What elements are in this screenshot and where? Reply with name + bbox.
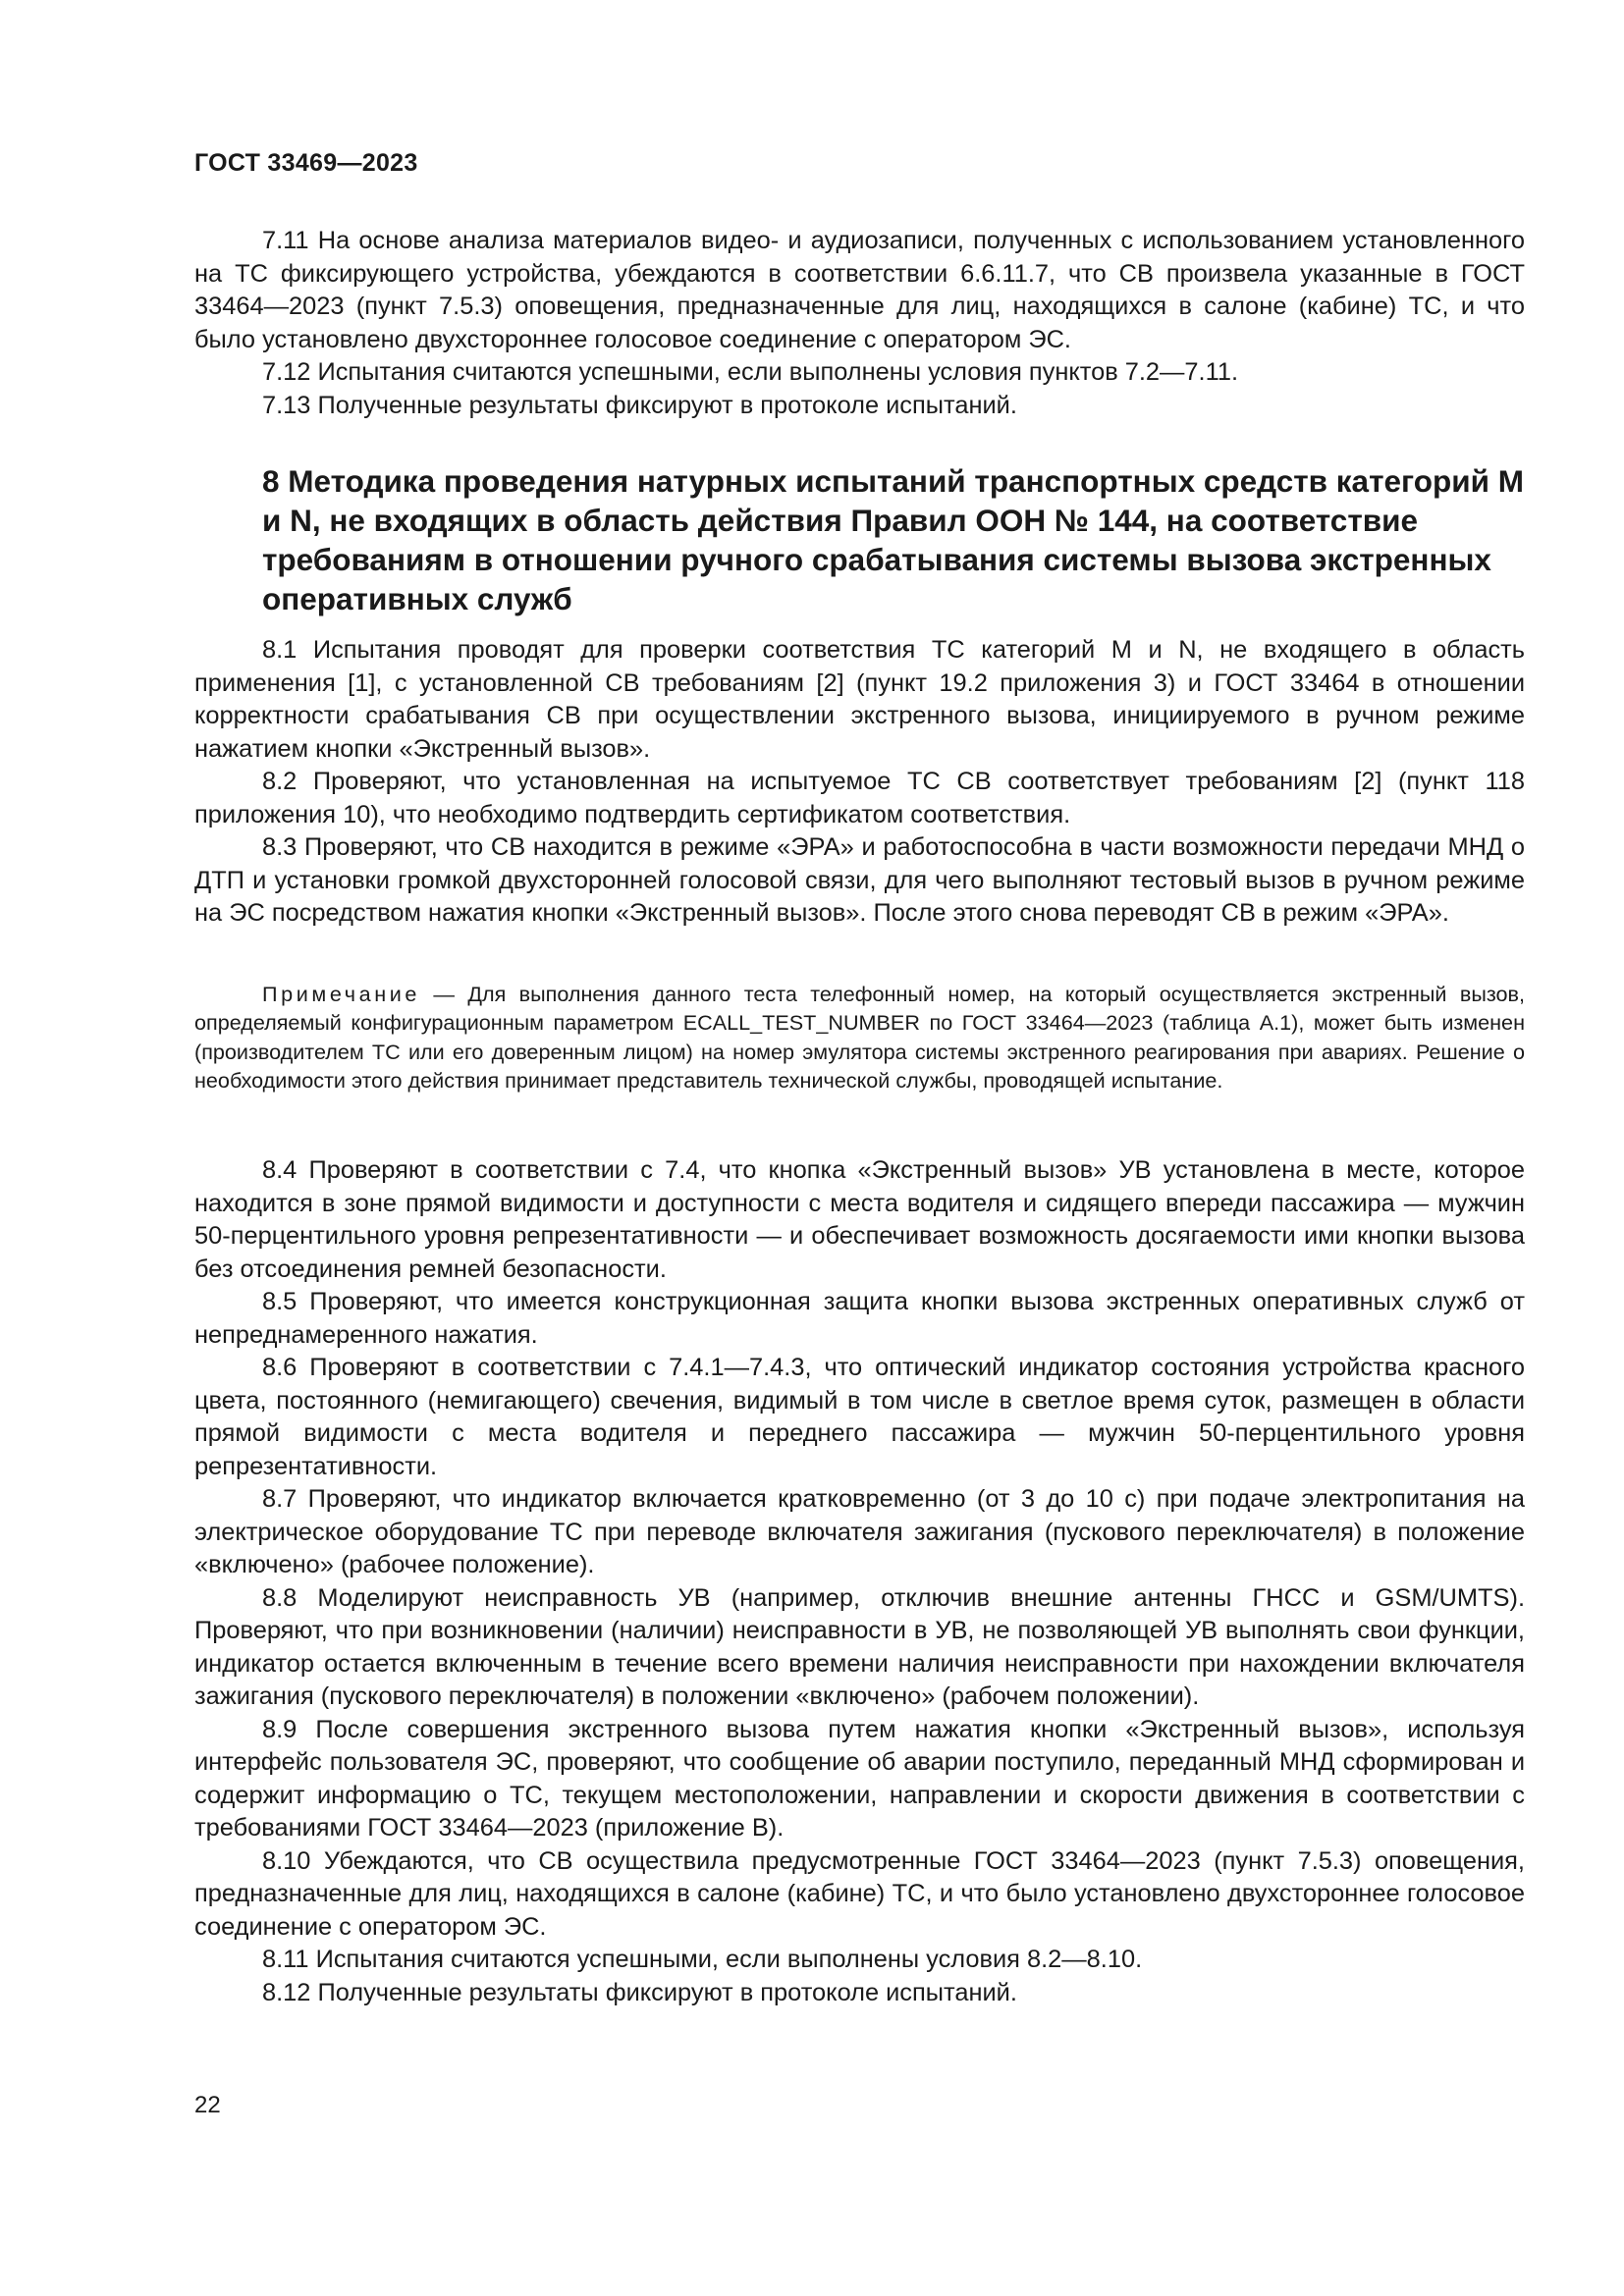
paragraph-7-13: 7.13 Полученные результаты фиксируют в протоколе испытаний. <box>262 391 1017 419</box>
paragraph-8-2: 8.2 Проверяют, что установленная на испытуемое ТС СВ соответствует требованиям [2] (пункт 118 приложения 10), что необходимо подтвердить сертификатом соответствия. <box>194 768 1525 828</box>
paragraph-7-11: 7.11 На основе анализа материалов видео- и аудиозаписи, полученных с использованием установленного на ТС фиксирующего устройства, убеждаются в соответствии 6.6.11.7, что СВ произвела указанные в ГОСТ 33464—2023 (пункт 7.5.3) оповещения, предназначенные для лиц, находящихся в салоне (кабине) ТС, и что было установлено двухстороннее голосовое соединение с оператором ЭС. <box>194 227 1525 353</box>
page-number: 22 <box>194 2092 221 2118</box>
paragraph-8-5: 8.5 Проверяют, что имеется конструкционная защита кнопки вызова экстренных оперативных служб от непреднамеренного нажатия. <box>194 1288 1525 1349</box>
paragraph-8-9: 8.9 После совершения экстренного вызова путем нажатия кнопки «Экстренный вызов», используя интерфейс пользователя ЭС, проверяют, что сообщение об аварии поступило, переданный МНД сформирован и содержит информацию о ТС, текущем местоположении, направлении и скорости движения в соответствии с требованиями ГОСТ 33464—2023 (приложение В). <box>194 1715 1525 1842</box>
paragraph-8-4: 8.4 Проверяют в соответствии с 7.4, что кнопка «Экстренный вызов» УВ установлена в месте, которое находится в зоне прямой видимости и доступности с места водителя и сидящего впереди пассажира — мужчин 50-перцентильного уровня репрезентативности — и обеспечивает возможность досягаемости ими кнопки вызова без отсоединения ремней безопасности. <box>194 1156 1525 1283</box>
note-label: Примечание <box>262 982 420 1006</box>
document-header: ГОСТ 33469—2023 <box>194 149 418 177</box>
section-8-text-part1 <box>194 634 1525 931</box>
section-7-text <box>194 225 1525 422</box>
paragraph-8-8: 8.8 Моделируют неисправность УВ (например, отключив внешние антенны ГНСС и GSM/UMTS). Проверяют, что при возникновении (наличии) неисправности в УВ, не позволяющей УВ выполнять свои функции, индикатор остается включенным в течение всего времени наличия неисправности при нахождении включателя зажигания (пускового переключателя) в положении «включено» (рабочем положении). <box>194 1583 1525 1710</box>
paragraph-8-6: 8.6 Проверяют в соответствии с 7.4.1—7.4.3, что оптический индикатор состояния устройства красного цвета, постоянного (немигающего) свечения, видимый в том числе в светлое время суток, размещен в области прямой видимости с места водителя и переднего пассажира — мужчин 50-перцентильного уровня репрезентативности. <box>194 1354 1525 1480</box>
paragraph-8-7: 8.7 Проверяют, что индикатор включается кратковременно (от 3 до 10 с) при подаче электропитания на электрическое оборудование ТС при переводе включателя зажигания (пускового переключателя) в положение «включено» (рабочее положение). <box>194 1485 1525 1578</box>
paragraph-8-1: 8.1 Испытания проводят для проверки соответствия ТС категорий M и N, не входящего в область применения [1], с установленной СВ требованиям [2] (пункт 19.2 приложения 3) и ГОСТ 33464 в отношении корректности срабатывания СВ при осуществлении экстренного вызова, инициируемого в ручном режиме нажатием кнопки «Экстренный вызов». <box>194 636 1525 763</box>
paragraph-8-11: 8.11 Испытания считаются успешными, если выполнены условия 8.2—8.10. <box>262 1946 1143 1973</box>
paragraph-8-3: 8.3 Проверяют, что СВ находится в режиме «ЭРА» и работоспособна в части возможности передачи МНД о ДТП и установки громкой двухсторонней голосовой связи, для чего выполняют тестовый вызов в ручном режиме на ЭС посредством нажатия кнопки «Экстренный вызов». После этого снова переводят СВ в режим «ЭРА». <box>194 833 1525 927</box>
paragraph-7-12: 7.12 Испытания считаются успешными, если выполнены условия пунктов 7.2—7.11. <box>262 358 1239 386</box>
section-8-heading: 8 Методика проведения натурных испытаний транспортных средств категорий M и N, не входящих в область действия Правил ООН № 144, на соответствие требованиям в отношении ручного срабатывания системы вызова экстренных оперативных служб <box>262 463 1524 616</box>
paragraph-8-12: 8.12 Полученные результаты фиксируют в протоколе испытаний. <box>262 1978 1017 2006</box>
paragraph-8-10: 8.10 Убеждаются, что СВ осуществила предусмотренные ГОСТ 33464—2023 (пункт 7.5.3) оповещения, предназначенные для лиц, находящихся в салоне (кабине) ТС, и что было установлено двухстороннее голосовое соединение с оператором ЭС. <box>194 1846 1525 1941</box>
note-text: — Для выполнения данного теста телефонный номер, на который осуществляется экстренный вызов, определяемый конфигурационным параметром ECALL_TEST_NUMBER по ГОСТ 33464—2023 (таблица А.1), может быть изменен (производителем ТС или его доверенным лицом) на номер эмулятора системы экстренного реагирования при авариях. Решение о необходимости этого действия принимает представитель технической службы, проводящей испытание. <box>194 982 1525 1094</box>
note-block <box>194 980 1525 1095</box>
section-8-text-part2 <box>194 1154 1525 2009</box>
